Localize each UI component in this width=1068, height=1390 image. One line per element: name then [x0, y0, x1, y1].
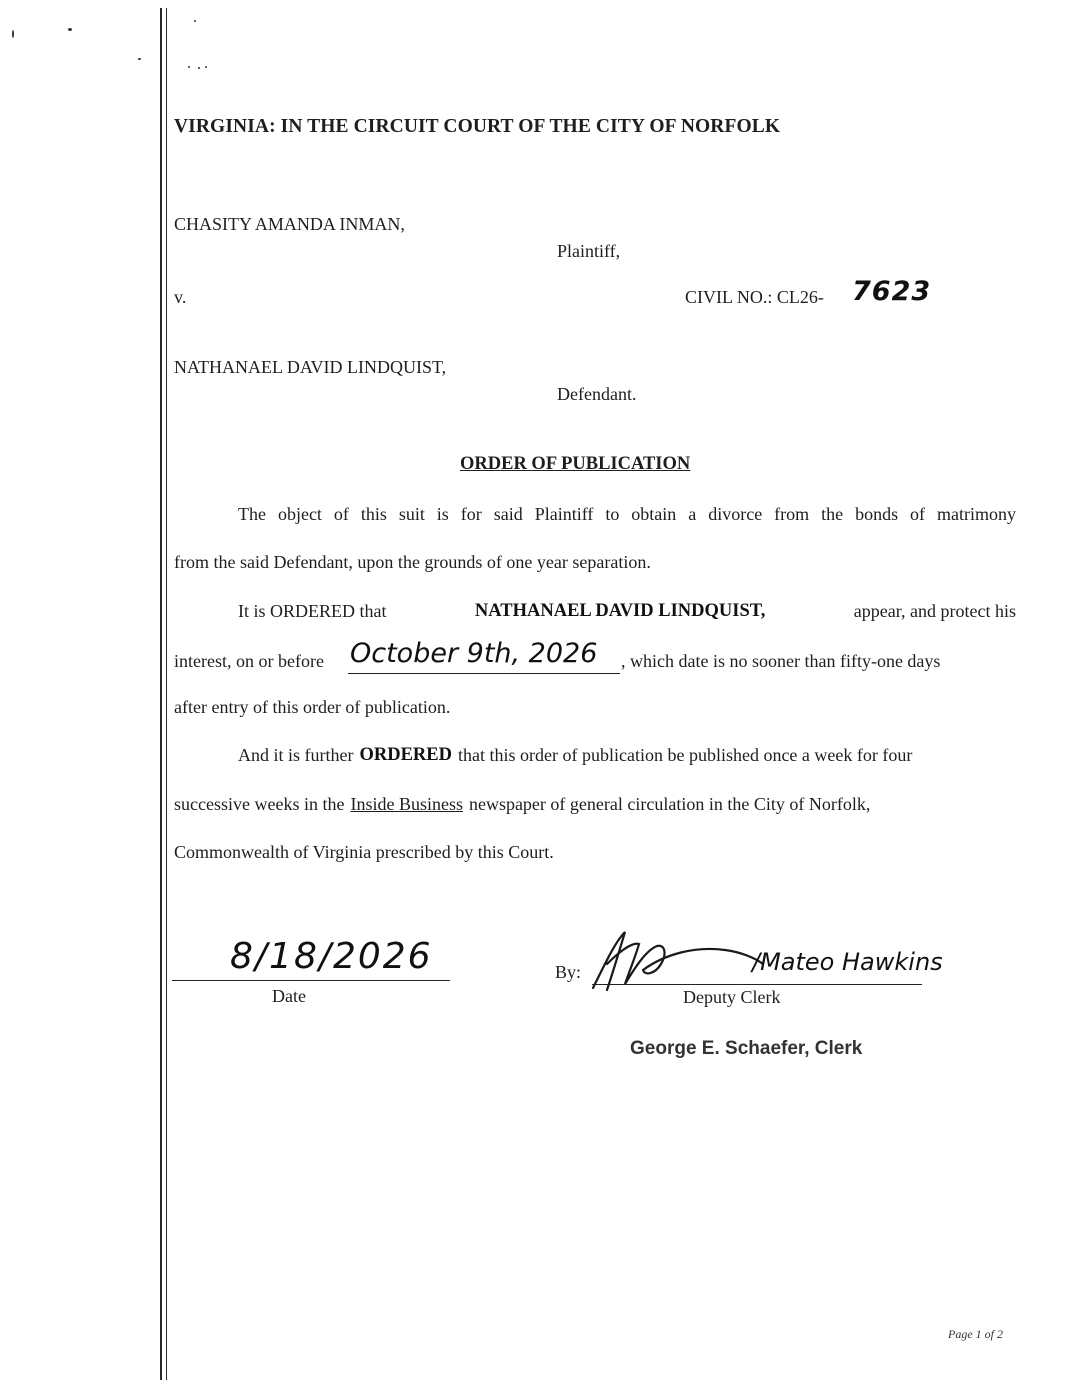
- para2-line2-a: interest, on or before: [174, 651, 324, 671]
- para2-line2-b: , which date is no sooner than fifty-one days: [621, 651, 941, 671]
- para2-line1-a: It is ORDERED that: [238, 601, 387, 621]
- plaintiff-name: CHASITY AMANDA INMAN,: [174, 214, 405, 234]
- scan-speck: [194, 20, 196, 22]
- clerk-signature-line: [592, 984, 922, 985]
- clerk-name: George E. Schaefer, Clerk: [630, 1038, 863, 1059]
- scan-speck: [205, 66, 207, 68]
- scan-speck: [198, 67, 200, 69]
- defendant-bold-name: NATHANAEL DAVID LINDQUIST,: [474, 601, 766, 621]
- scan-speck: [68, 28, 72, 31]
- para3-line1: [238, 745, 1016, 766]
- para3-line3: Commonwealth of Virginia prescribed by this Court.: [174, 842, 554, 862]
- defendant-name: NATHANAEL DAVID LINDQUIST,: [174, 357, 447, 377]
- para2-line1-b: appear, and protect his: [853, 601, 1016, 621]
- scan-speck: [188, 66, 190, 68]
- versus: v.: [174, 287, 187, 307]
- plaintiff-role: Plaintiff,: [557, 241, 621, 261]
- date-signature-line: [172, 980, 450, 981]
- para3-line2: [174, 794, 870, 815]
- by-label: By:: [555, 962, 582, 982]
- date-fill-line: [348, 673, 620, 674]
- para1-line1: The object of this suit is for said Plaintiff to obtain a divorce from the bonds of matrimony: [238, 504, 1016, 524]
- page-number: Page 1 of 2: [948, 1327, 1003, 1341]
- handwritten-appearance-date: October 9th, 2026: [350, 638, 598, 669]
- newspaper-name: Inside Business: [350, 794, 463, 814]
- handwritten-clerk-name: /Mateo Hawkins: [752, 948, 943, 976]
- court-heading: VIRGINIA: IN THE CIRCUIT COURT OF THE CITY OF NORFOLK: [174, 116, 781, 137]
- signature-scribble: [585, 924, 775, 996]
- para2-line3: after entry of this order of publication.: [174, 697, 451, 717]
- margin-rule: [160, 8, 162, 1380]
- civil-number-label: CIVIL NO.: CL26-: [685, 287, 824, 307]
- para3-line2-a: successive weeks in the: [174, 794, 345, 814]
- civil-number-handwritten: 7623: [852, 276, 932, 307]
- defendant-role: Defendant.: [557, 384, 637, 404]
- para2-line1: [238, 601, 1016, 622]
- ordered-bold: ORDERED: [359, 745, 452, 765]
- scan-speck: [138, 58, 141, 60]
- date-label: Date: [272, 986, 306, 1006]
- deputy-clerk-label: Deputy Clerk: [683, 987, 781, 1007]
- margin-rule-inner: [166, 8, 167, 1380]
- para3-line1-a: And it is further: [238, 745, 354, 765]
- scan-speck: [12, 30, 14, 38]
- para3-line1-b: that this order of publication be published once a week for four: [458, 745, 913, 765]
- para3-line2-b: newspaper of general circulation in the City of Norfolk,: [468, 794, 871, 814]
- para1-line2: from the said Defendant, upon the grounds of one year separation.: [174, 552, 651, 572]
- order-title: ORDER OF PUBLICATION: [460, 454, 691, 474]
- handwritten-signing-date: 8/18/2026: [230, 936, 433, 977]
